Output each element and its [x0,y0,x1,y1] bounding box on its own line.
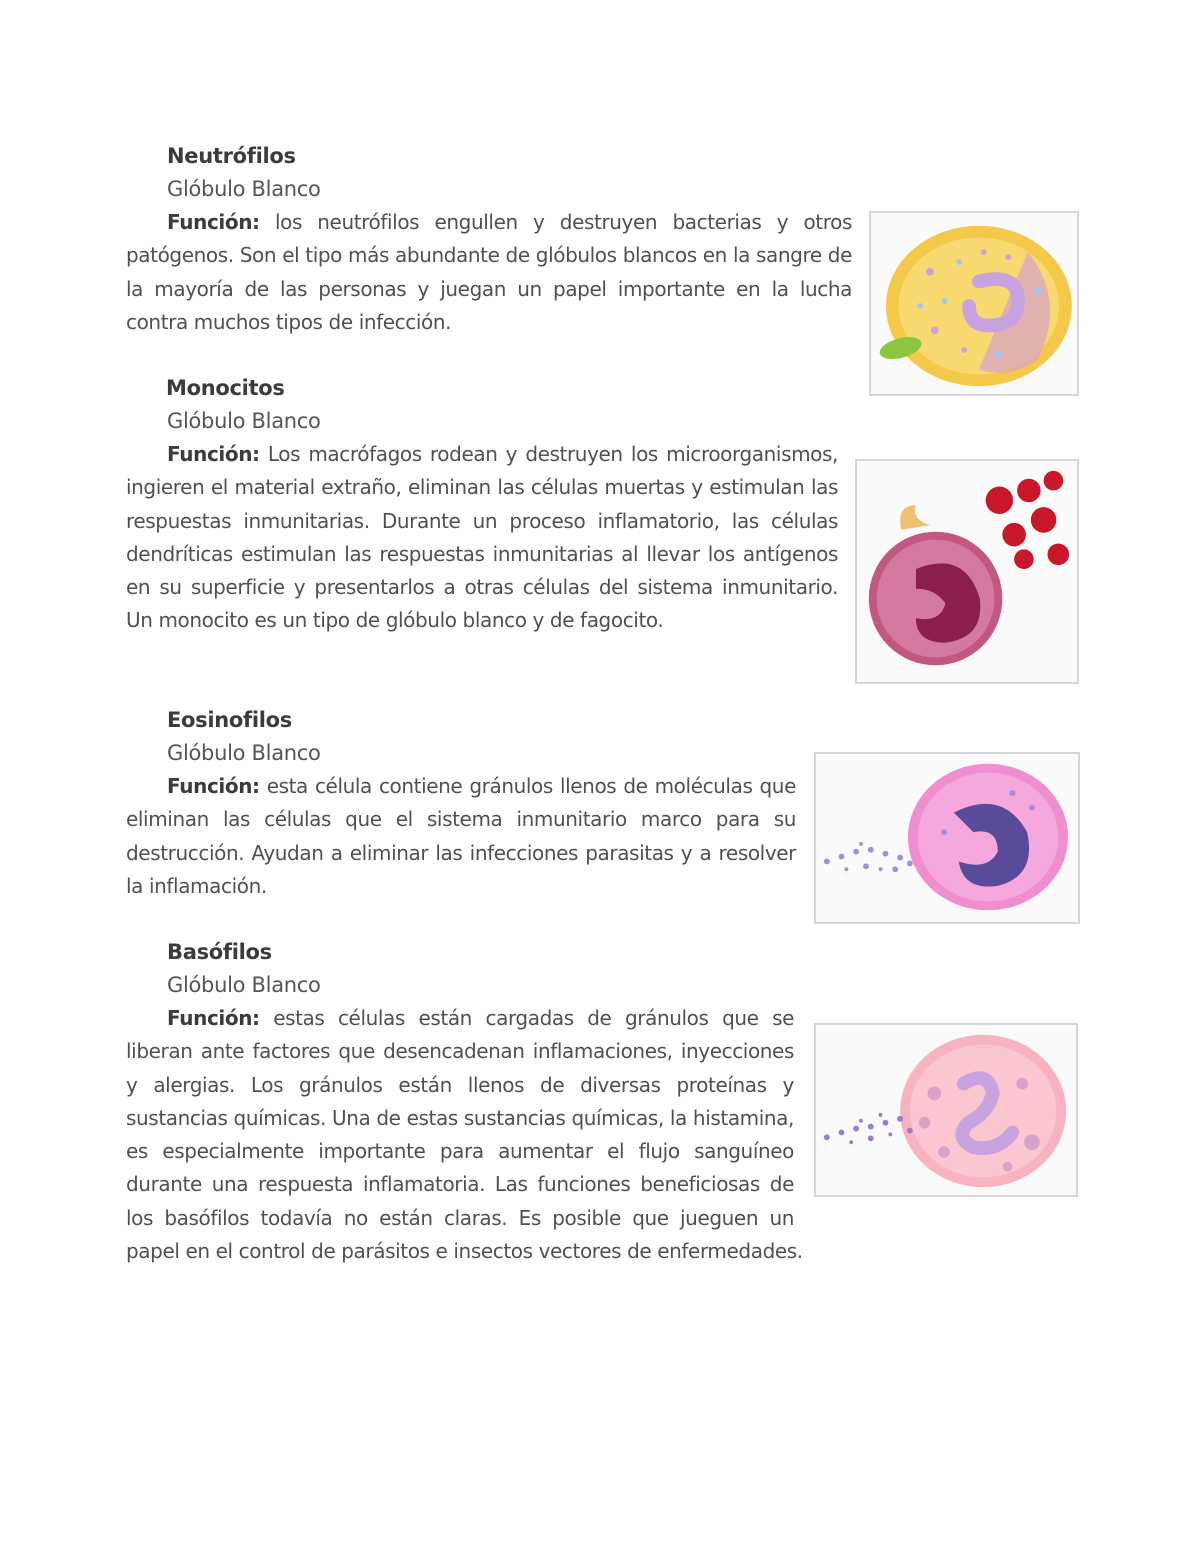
function-text: esta célula contiene gránulos llenos de moléculas que eliminan las células que el sistema inmunitario marco para su destrucción. Ayudan a eliminar las infecciones parasitas y a resolver la inflamación. [126,774,796,898]
function-label: Función: [167,774,260,798]
function-label: Función: [167,210,260,234]
function-label: Función: [167,442,260,466]
basophil-image [814,1023,1078,1197]
section-subtitle: Glóbulo Blanco [167,741,321,765]
neutrophil-icon [871,213,1077,394]
section-title: Basófilos [167,940,272,964]
function-text: estas células están cargadas de gránulos que se liberan ante factores que desencadenan inflamaciones, inyecciones y alergias. Los gránulos están llenos de diversas proteínas y sustancias químicas. Una de estas sustancias químicas, la histamina, es especialmente importante para aumentar el flujo sanguíneo durante una respuesta inflamatoria. Las funciones beneficiosas de los basófilos todavía no están claras. Es posible que jueguen un papel en el control de parásitos e insectos vectores de enfermedades. [126,1006,803,1264]
function-text: Los macrófagos rodean y destruyen los microorganismos, ingieren el material extraño, eliminan las células muertas y estimulan las respuestas inmunitarias. Durante un proceso inflamatorio, las células dendríticas estimulan las respuestas inmunitarias al llevar los antígenos en su superficie y presentarlos a otras células del sistema inmunitario. Un monocito es un tipo de glóbulo blanco y de fagocito. [126,442,838,633]
eosinophil-icon [816,754,1078,922]
monocyte-icon [857,461,1077,682]
section-title: Eosinofilos [167,708,293,732]
function-label: Función: [167,1006,260,1030]
section-title: Monocitos [166,376,285,400]
section-subtitle: Glóbulo Blanco [167,409,321,433]
section-body [126,770,796,903]
monocyte-image [855,459,1079,684]
section-subtitle: Glóbulo Blanco [167,973,321,997]
section-body [126,206,852,339]
section-subtitle: Glóbulo Blanco [167,177,321,201]
neutrophil-image [869,211,1079,396]
basophil-icon [816,1025,1076,1195]
section-title: Neutrófilos [167,144,296,168]
section-body [126,438,838,638]
function-text: los neutrófilos engullen y destruyen bacterias y otros patógenos. Son el tipo más abundante de glóbulos blancos en la sangre de la mayoría de las personas y juegan un papel importante en la lucha contra muchos tipos de infección. [126,210,852,334]
eosinophil-image [814,752,1080,924]
